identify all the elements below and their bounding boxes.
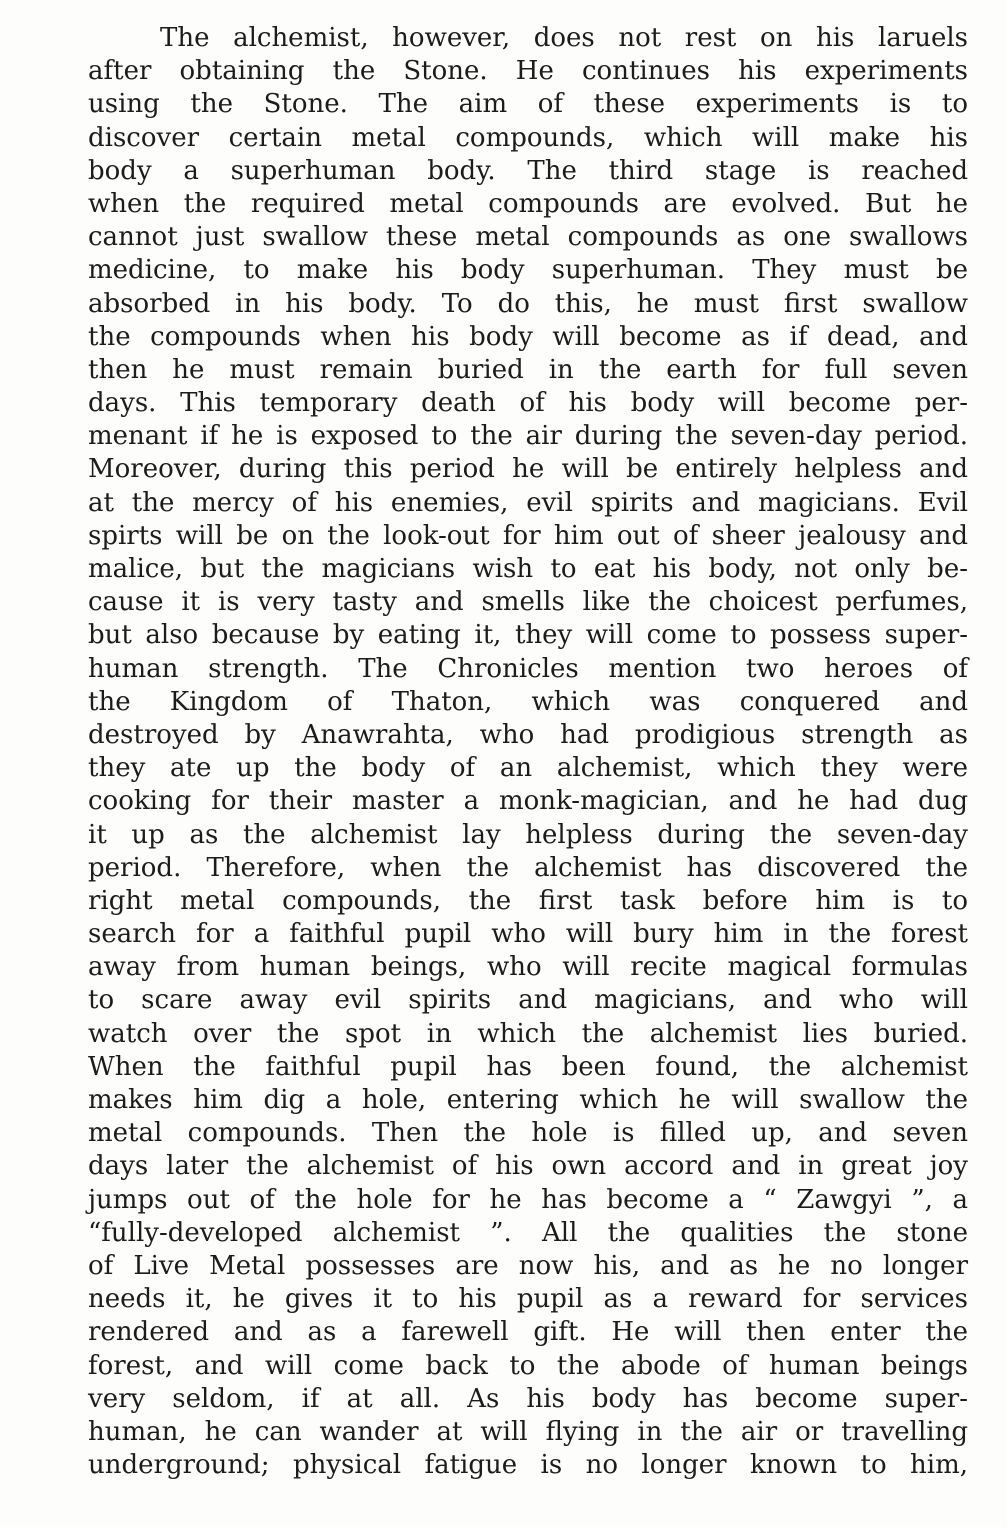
- text-line: watch over the spot in which the alchemist lies buried.: [88, 1018, 968, 1049]
- text-line: human, he can wander at will flying in the air or travelling: [88, 1416, 968, 1447]
- text-line: destroyed by Anawrahta, who had prodigious strength as: [88, 719, 968, 750]
- text-line: medicine, to make his body superhuman. They must be: [88, 255, 968, 286]
- text-line: metal compounds. Then the hole is filled up, and seven: [88, 1118, 968, 1149]
- text-line: body a superhuman body. The third stage is reached: [88, 155, 968, 186]
- text-line: of Live Metal possesses are now his, and as he no longer: [88, 1250, 968, 1281]
- text-line: the compounds when his body will become as if dead, and: [88, 321, 968, 352]
- text-line: makes him dig a hole, entering which he will swallow the: [88, 1085, 968, 1115]
- text-line: at the mercy of his enemies, evil spirits and magicians. Evil: [88, 487, 968, 518]
- text-line: cause it is very tasty and smells like the choicest perfumes,: [88, 587, 968, 618]
- text-line: menant if he is exposed to the air during the seven-day period.: [88, 421, 968, 452]
- text-line: spirts will be on the look-out for him out of sheer jealousy and: [88, 520, 968, 551]
- text-line: jumps out of the hole for he has become a “ Zawgyi ”, a: [88, 1184, 968, 1215]
- text-line: malice, but the magicians wish to eat his body, not only be-: [88, 554, 968, 584]
- text-line: absorbed in his body. To do this, he must first swallow: [88, 288, 968, 319]
- text-line: human strength. The Chronicles mention two heroes of: [88, 653, 968, 684]
- text-line: discover certain metal compounds, which will make his: [88, 122, 968, 153]
- text-line: to scare away evil spirits and magicians, and who will: [88, 985, 968, 1016]
- text-line: they ate up the body of an alchemist, which they were: [88, 753, 968, 784]
- text-line: the Kingdom of Thaton, which was conquered and: [88, 686, 968, 717]
- text-line: using the Stone. The aim of these experiments is to: [88, 89, 968, 120]
- text-line: When the faithful pupil has been found, the alchemist: [88, 1051, 968, 1082]
- text-line: rendered and as a farewell gift. He will then enter the: [88, 1317, 968, 1348]
- text-line: it up as the alchemist lay helpless during the seven-day: [88, 819, 968, 850]
- text-line: away from human beings, who will recite magical formulas: [88, 952, 968, 983]
- text-line: underground; physical fatigue is no longer known to him,: [88, 1450, 968, 1481]
- text-line: forest, and will come back to the abode of human beings: [88, 1350, 968, 1381]
- text-line: when the required metal compounds are evolved. But he: [88, 188, 968, 219]
- text-line: days. This temporary death of his body will become per-: [88, 388, 968, 419]
- text-line: needs it, he gives it to his pupil as a reward for services: [88, 1284, 968, 1315]
- text-line: “fully-developed alchemist ”. All the qualities the stone: [88, 1217, 968, 1248]
- text-line: period. Therefore, when the alchemist has discovered the: [88, 852, 968, 883]
- text-line: then he must remain buried in the earth for full seven: [88, 354, 968, 385]
- text-line: days later the alchemist of his own accord and in great joy: [88, 1151, 968, 1182]
- text-line: very seldom, if at all. As his body has become super-: [88, 1383, 968, 1414]
- text-line: after obtaining the Stone. He continues his experiments: [88, 56, 968, 87]
- text-line: search for a faithful pupil who will bury him in the forest: [88, 919, 968, 950]
- paragraph-first-line: The alchemist, however, does not rest on his laruels: [160, 23, 968, 53]
- text-line: cannot just swallow these metal compounds as one swallows: [88, 222, 968, 253]
- text-line: cooking for their master a monk-magician, and he had dug: [88, 786, 968, 817]
- text-line: but also because by eating it, they will come to possess super-: [88, 620, 968, 651]
- text-line: Moreover, during this period he will be entirely helpless and: [88, 454, 968, 485]
- body-text: [88, 22, 968, 1482]
- text-line: right metal compounds, the first task before him is to: [88, 885, 968, 916]
